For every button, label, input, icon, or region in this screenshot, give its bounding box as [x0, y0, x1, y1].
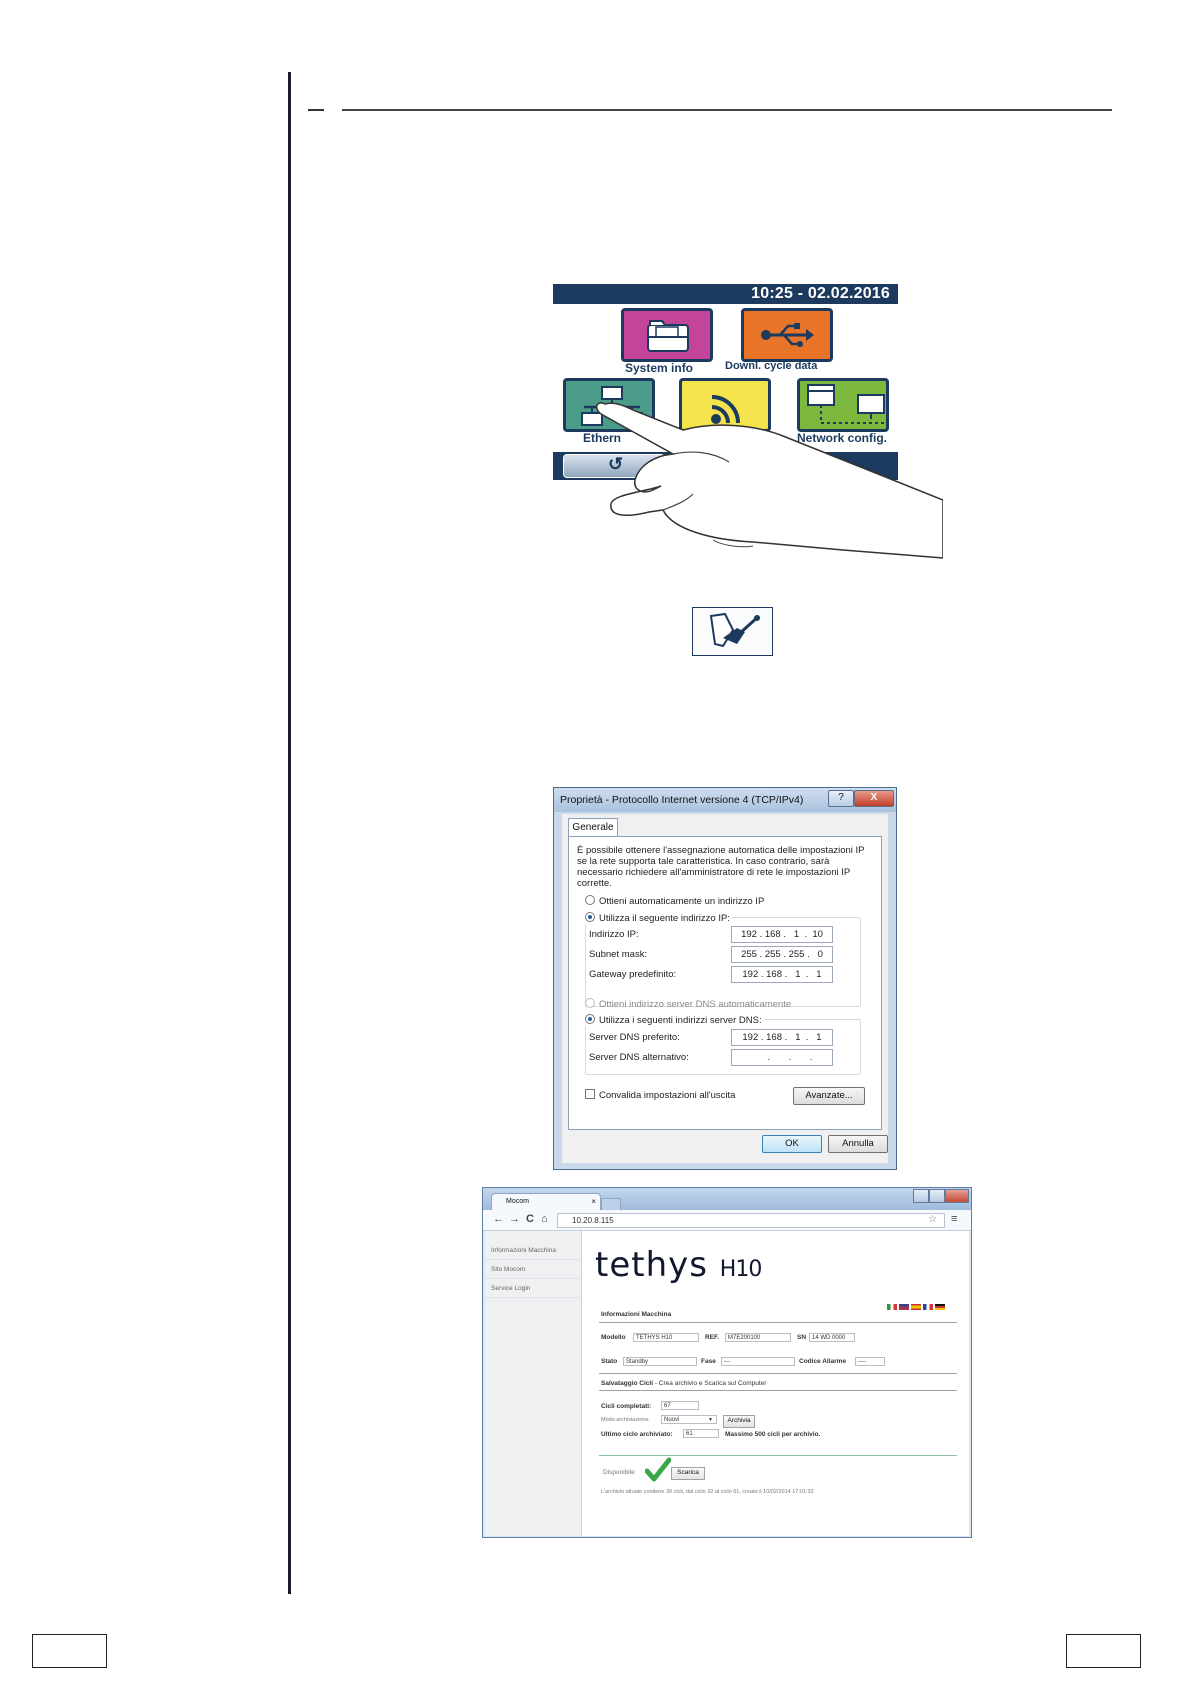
section-rule	[599, 1373, 957, 1374]
archive-button[interactable]: Archivia	[723, 1415, 755, 1428]
mode-label: Modo archiviazione:	[601, 1417, 650, 1423]
service-tool-icon	[692, 607, 773, 656]
sidebar-item-informazioni[interactable]: Informazioni Macchina	[485, 1241, 581, 1260]
dns-alternate-label: Server DNS alternativo:	[589, 1052, 689, 1063]
web-sidebar	[485, 1231, 582, 1536]
ok-button[interactable]: OK	[762, 1135, 822, 1153]
mode-select[interactable]: Nuovi ▼	[661, 1415, 717, 1424]
maximize-button[interactable]	[929, 1189, 945, 1203]
flag-de-icon[interactable]	[935, 1304, 945, 1310]
page-number-box-left	[32, 1634, 107, 1668]
browser-window	[482, 1187, 972, 1538]
cicli-label: Cicli completati:	[601, 1403, 652, 1410]
ref-label: REF.	[705, 1334, 720, 1341]
modello-label: Modello	[601, 1334, 626, 1341]
sn-label: SN	[797, 1334, 807, 1341]
browser-toolbar	[483, 1210, 971, 1231]
tool-icon	[693, 608, 771, 654]
dns-preferred-field[interactable]: 192 . 168 . 1 . 1	[731, 1029, 833, 1046]
status-bar	[553, 284, 898, 304]
dns-group	[585, 1019, 861, 1075]
dialog-titlebar	[554, 788, 896, 812]
section-save-title: Salvataggio Cicli - Crea archivio e Scarica sul Computer	[601, 1380, 767, 1387]
subnet-mask-label: Subnet mask:	[589, 949, 648, 960]
section-info-title: Informazioni Macchina	[601, 1311, 672, 1318]
validate-option[interactable]	[585, 1089, 735, 1101]
checkmark-icon	[645, 1457, 671, 1483]
ip-manual-option[interactable]	[585, 912, 732, 924]
advanced-button[interactable]: Avanzate...	[793, 1087, 865, 1105]
system-info-label: System info	[625, 361, 694, 375]
download-cycle-data-label: Downl. cycle data	[725, 360, 818, 372]
tcpip-properties-dialog	[553, 787, 897, 1170]
archive-footer-note: L'archivio attuale contiene 30 cicli, dal ciclo 32 al ciclo 61, creato il 10/02/2014 17:01:32	[601, 1489, 814, 1495]
dialog-title: Proprietà - Protocollo Internet versione 4 (TCP/IPv4)	[560, 794, 804, 806]
section-rule	[599, 1455, 957, 1456]
validate-checkbox[interactable]	[585, 1089, 595, 1099]
page-number-box-right	[1066, 1634, 1141, 1668]
section-rule	[599, 1390, 957, 1391]
available-label: Disponibile	[603, 1469, 635, 1476]
margin-rule	[288, 72, 291, 1594]
ip-address-field[interactable]: 192 . 168 . 1 . 10	[731, 926, 833, 943]
cicli-field: 67	[661, 1401, 699, 1410]
fase-field: ---	[721, 1357, 795, 1366]
tab-close-icon[interactable]: ×	[591, 1197, 596, 1206]
gateway-label: Gateway predefinito:	[589, 969, 677, 980]
max-note: Massimo 500 cicli per archivio.	[725, 1431, 821, 1438]
ip-auto-option[interactable]	[585, 895, 764, 907]
help-button[interactable]: ?	[828, 790, 854, 807]
refresh-icon: ↺	[608, 454, 624, 474]
modello-field: TETHYS H10	[633, 1333, 699, 1342]
download-cycle-data-tile[interactable]	[741, 308, 833, 362]
network-config-label: Network config.	[797, 431, 888, 445]
cancel-button[interactable]: Annulla	[828, 1135, 888, 1153]
minimize-button[interactable]	[913, 1189, 929, 1203]
address-bar[interactable]	[557, 1213, 945, 1228]
sidebar-item-sito-mocom[interactable]: Sito Mocom	[485, 1260, 581, 1279]
forward-arrow-icon[interactable]: →	[509, 1213, 520, 1225]
ref-field: M7E200100	[725, 1333, 791, 1342]
general-panel	[568, 836, 882, 1130]
flag-uk-icon[interactable]	[899, 1304, 909, 1310]
menu-icon[interactable]: ≡	[951, 1213, 958, 1225]
stato-field: Standby	[623, 1357, 697, 1366]
clock: 10:25 - 02.02.2016	[751, 285, 890, 302]
dns-manual-radio[interactable]	[585, 1014, 595, 1024]
sn-field: 14 WD 0000	[809, 1333, 855, 1342]
dns-auto-option[interactable]	[585, 998, 791, 1010]
browser-titlebar	[483, 1188, 971, 1210]
tab-generale[interactable]: Generale	[568, 818, 618, 837]
dns-preferred-label: Server DNS preferito:	[589, 1032, 680, 1043]
flag-fr-icon[interactable]	[923, 1304, 933, 1310]
stato-label: Stato	[601, 1358, 618, 1365]
web-page	[485, 1231, 969, 1536]
tab-title: Mocom	[506, 1198, 529, 1205]
home-icon[interactable]: ⌂	[541, 1213, 548, 1225]
language-flags[interactable]	[887, 1297, 953, 1303]
pointing-hand	[553, 380, 943, 590]
ethernet-label: Ethern	[583, 431, 622, 445]
intro-text: È possibile ottenere l'assegnazione automatica delle impostazioni IP se la rete supporta tale caratteristica. In caso contrario, sarà necessario richiedere all'amministratore di rete le impostazioni IP corrette.	[577, 845, 865, 889]
header-rule	[342, 109, 1112, 111]
section-rule	[599, 1322, 957, 1323]
system-info-tile[interactable]	[621, 308, 713, 362]
ip-auto-label: Ottieni automaticamente un indirizzo IP	[599, 896, 765, 907]
dns-manual-option[interactable]	[585, 1014, 764, 1026]
allarme-field: ----	[855, 1357, 885, 1366]
ip-auto-radio[interactable]	[585, 895, 595, 905]
flag-it-icon[interactable]	[887, 1304, 897, 1310]
url-text: 10.20.8.115	[572, 1216, 614, 1225]
validate-label: Convalida impostazioni all'uscita	[599, 1090, 736, 1101]
dialog-body	[562, 814, 888, 1163]
download-button[interactable]: Scarica	[671, 1467, 705, 1480]
reload-icon[interactable]: C	[526, 1213, 534, 1225]
back-arrow-icon[interactable]: ←	[493, 1213, 504, 1225]
tethys-logo: tethys H10	[595, 1245, 762, 1285]
dns-alternate-field[interactable]: . . .	[731, 1049, 833, 1066]
close-button[interactable]: X	[854, 790, 894, 807]
window-close-button[interactable]	[945, 1189, 969, 1203]
allarme-label: Codice Allarme	[799, 1358, 847, 1365]
sidebar-item-service-login[interactable]: Service Login	[485, 1279, 581, 1298]
dns-auto-radio[interactable]	[585, 998, 595, 1008]
ip-manual-label: Utilizza il seguente indirizzo IP:	[599, 913, 730, 924]
browser-tab[interactable]	[491, 1193, 601, 1211]
dns-auto-label: Ottieni indirizzo server DNS automaticamente	[599, 999, 792, 1010]
model-logo: H10	[719, 1257, 762, 1282]
last-archived-label: Ultimo ciclo archiviato:	[601, 1431, 673, 1438]
fase-label: Fase	[701, 1358, 716, 1365]
last-archived-field: 61	[683, 1429, 719, 1438]
bookmark-star-icon[interactable]: ☆	[928, 1214, 937, 1225]
subnet-mask-field[interactable]: 255 . 255 . 255 . 0	[731, 946, 833, 963]
header-rule-short	[308, 109, 324, 111]
folder-icon	[646, 317, 690, 353]
ip-manual-radio[interactable]	[585, 912, 595, 922]
ip-address-label: Indirizzo IP:	[589, 929, 639, 940]
flag-es-icon[interactable]	[911, 1304, 921, 1310]
gateway-field[interactable]: 192 . 168 . 1 . 1	[731, 966, 833, 983]
dns-manual-label: Utilizza i seguenti indirizzi server DNS:	[599, 1015, 762, 1026]
usb-icon	[760, 321, 816, 349]
